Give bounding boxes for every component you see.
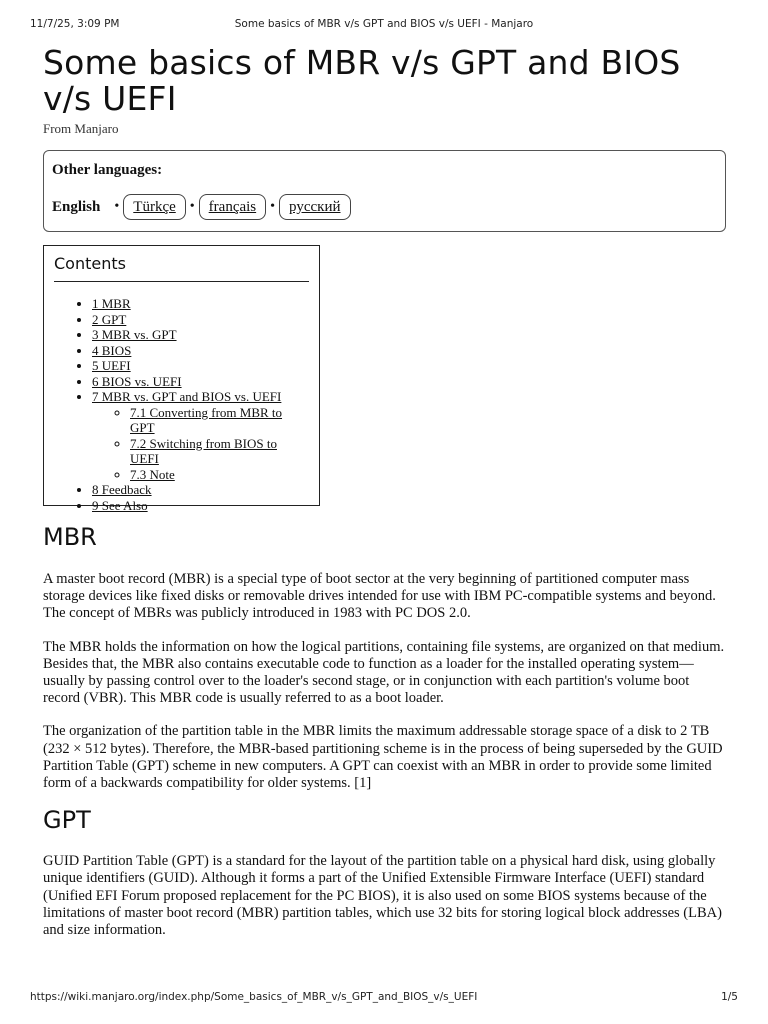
toc-item [92, 312, 309, 328]
mbr-paragraph-3-text: The organization of the partition table in the MBR limits the maximum addressable storage space of a disk to 2 TB (232 × 512 bytes). Therefore, the MBR-based partitioning scheme is in the process of being superseded by the GUID Partition Table (GPT) scheme in new computers. A GPT can coexist with an MBR in order to provide some limited form of a backwards compatibility for older systems. [43, 723, 723, 792]
toc-link-see-also[interactable]: 9 See Also [92, 497, 148, 513]
gpt-paragraph-1: GUID Partition Table (GPT) is a standard for the layout of the partition table on a physical hard disk, using globally unique identifiers (GUID). Although it forms a part of the Unified Extensible Firmware Interface (UEFI) standard (Unified EFI Forum proposed replacement for the PC BIOS), it is also used on some BIOS systems because of the limitations of master boot record (MBR) partition tables, which use 32 bits for storing logical block addresses (LBA) and size information. [43, 853, 722, 939]
toc-link-bios[interactable]: 4 BIOS [92, 342, 132, 358]
toc-link-converting-mbr-gpt[interactable]: 7.1 Converting from MBR to GPT [130, 404, 283, 435]
toc-item [92, 296, 309, 312]
toc-title: Contents [54, 254, 309, 282]
toc-subitem [130, 436, 309, 467]
language-separator: • [270, 199, 276, 214]
toc-link-feedback[interactable]: 8 Feedback [92, 482, 152, 497]
reference-link-1[interactable]: [1] [354, 775, 372, 792]
toc-link-mbr-vs-gpt[interactable]: 3 MBR vs. GPT [92, 327, 177, 342]
mbr-paragraph-1: A master boot record (MBR) is a special type of boot sector at the very beginning of partitioned computer mass storage devices like fixed disks or removable drives intended for use with IBM PC-compatible systems and beyond. The concept of MBRs was publicly introduced in 1983 with PC DOS 2.0. [43, 571, 716, 622]
section-heading-gpt: GPT [43, 806, 91, 835]
language-separator: • [114, 199, 120, 214]
mbr-paragraph-3 [43, 723, 726, 792]
page-title: Some basics of MBR v/s GPT and BIOS v/s UEFI [43, 43, 681, 118]
toc-link-mbr[interactable]: 1 MBR [92, 296, 131, 311]
toc-link-mbr-gpt-bios-uefi[interactable]: 7 MBR vs. GPT and BIOS vs. UEFI [92, 389, 282, 404]
print-footer [30, 991, 738, 1007]
toc-subitem [130, 467, 309, 483]
toc-subitem [130, 405, 309, 436]
language-link-turkish[interactable]: Türkçe [123, 194, 185, 220]
toc-item [92, 498, 309, 514]
toc-link-bios-vs-uefi[interactable]: 6 BIOS vs. UEFI [92, 373, 182, 389]
toc-item [92, 327, 309, 343]
language-separator: • [189, 199, 195, 214]
toc-link-switching-bios-uefi[interactable]: 7.2 Switching from BIOS to UEFI [130, 435, 277, 466]
toc-item [92, 389, 309, 482]
toc-item [92, 374, 309, 390]
toc-item [92, 482, 309, 498]
language-link-french[interactable]: français [199, 194, 266, 220]
print-page-title: Some basics of MBR v/s GPT and BIOS v/s UEFI - Manjaro [234, 18, 534, 30]
toc-item [92, 343, 309, 359]
language-link-russian[interactable]: русский [279, 194, 350, 220]
language-list [52, 194, 351, 220]
language-current: English [52, 198, 101, 215]
toc-link-note[interactable]: 7.3 Note [130, 466, 175, 482]
print-url: https://wiki.manjaro.org/index.php/Some_basics_of_MBR_v/s_GPT_and_BIOS_v/s_UEFI [30, 991, 478, 1003]
toc-sublist [92, 405, 309, 483]
print-header [30, 18, 738, 34]
toc-link-uefi[interactable]: 5 UEFI [92, 358, 131, 373]
toc-item [92, 358, 309, 374]
table-of-contents [43, 245, 320, 513]
toc-list [54, 296, 309, 513]
print-page-number: 1/5 [721, 991, 738, 1003]
site-subtitle: From Manjaro [43, 121, 119, 136]
language-box [43, 150, 726, 232]
section-heading-mbr: MBR [43, 523, 97, 551]
language-heading: Other languages: [52, 162, 163, 178]
article [43, 40, 726, 939]
toc-link-gpt[interactable]: 2 GPT [92, 311, 127, 327]
print-date: 11/7/25, 3:09 PM [30, 18, 120, 30]
mbr-paragraph-2: The MBR holds the information on how the logical partitions, containing file systems, are organized on that medium. Besides that, the MBR also contains executable code to function as a loader for the installed operating system—usually by passing control over to the loader's second stage, or in conjunction with each partition's volume boot record (VBR). This MBR code is usually referred to as a boot loader. [43, 638, 725, 707]
